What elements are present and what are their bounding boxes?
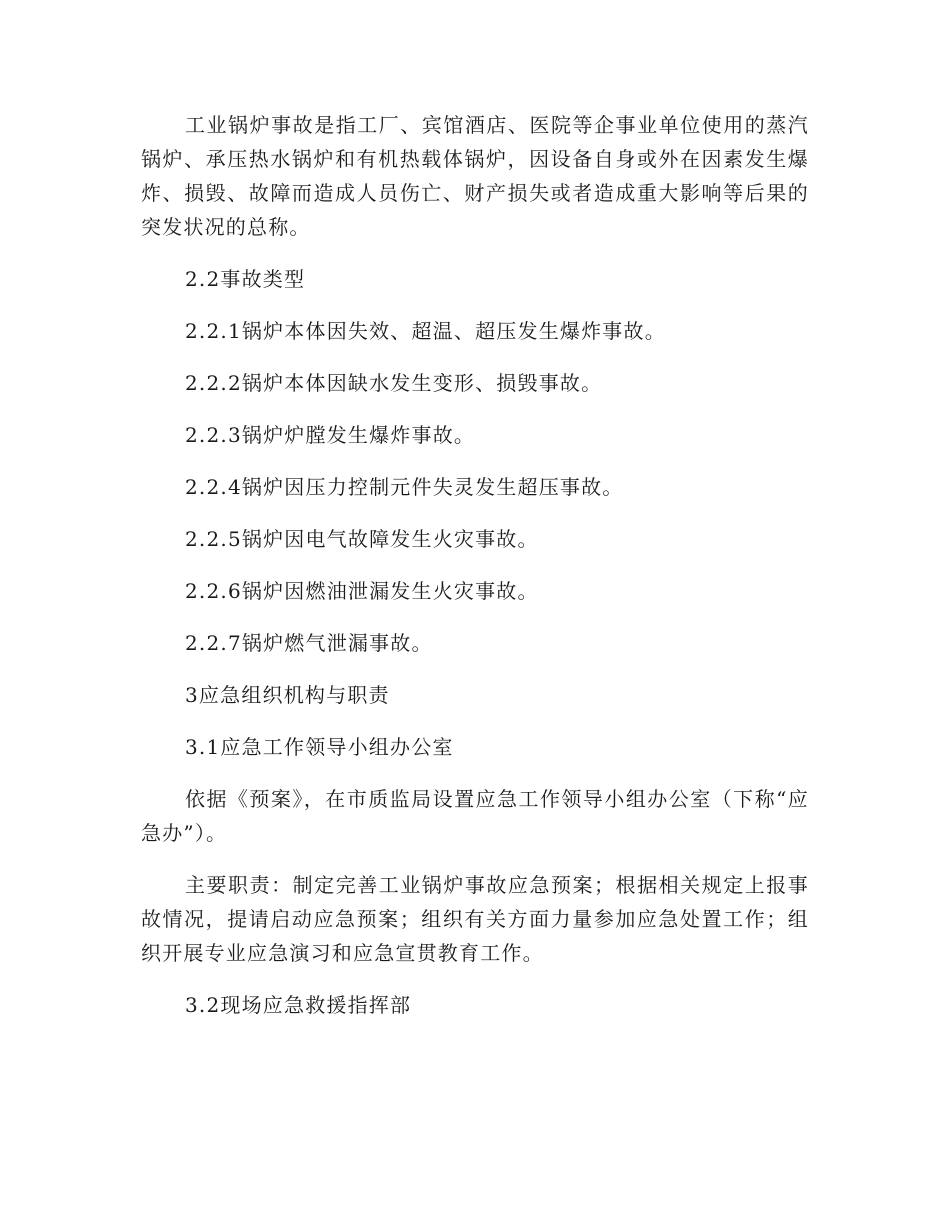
document-page (141, 108, 809, 1022)
paragraph-duties: 主要职责：制定完善工业锅炉事故应急预案；根据相关规定上报事故情况，提请启动应急预案；组织有关方面力量参加应急处置工作；组织开展专业应急演习和应急宣贯教育工作。 (141, 873, 809, 965)
item-2-2-2: 2.2.2锅炉本体因缺水发生变形、损毁事故。 (185, 371, 603, 395)
item-2-2-4: 2.2.4锅炉因压力控制元件失灵发生超压事故。 (185, 475, 624, 499)
paragraph-basis: 依据《预案》，在市质监局设置应急工作领导小组办公室（下称“应急办”）。 (141, 787, 809, 845)
item-2-2-3: 2.2.3锅炉炉膛发生爆炸事故。 (185, 423, 476, 447)
item-2-2-7: 2.2.7锅炉燃气泄漏事故。 (185, 631, 433, 655)
paragraph-definition: 工业锅炉事故是指工厂、宾馆酒店、医院等企事业单位使用的蒸汽锅炉、承压热水锅炉和有机热载体锅炉，因设备自身或外在因素发生爆炸、损毁、故障而造成人员伤亡、财产损失或者造成重大影响等后果的突发状况的总称。 (141, 113, 809, 239)
item-2-2-1: 2.2.1锅炉本体因失效、超温、超压发生爆炸事故。 (185, 319, 666, 343)
item-2-2-6: 2.2.6锅炉因燃油泄漏发生火灾事故。 (185, 579, 539, 603)
heading-3-1: 3.1应急工作领导小组办公室 (185, 735, 454, 759)
heading-3-2: 3.2现场应急救援指挥部 (185, 993, 412, 1017)
item-2-2-5: 2.2.5锅炉因电气故障发生火灾事故。 (185, 527, 539, 551)
heading-2-2: 2.2事故类型 (185, 267, 306, 291)
heading-3: 3应急组织机构与职责 (185, 683, 390, 707)
